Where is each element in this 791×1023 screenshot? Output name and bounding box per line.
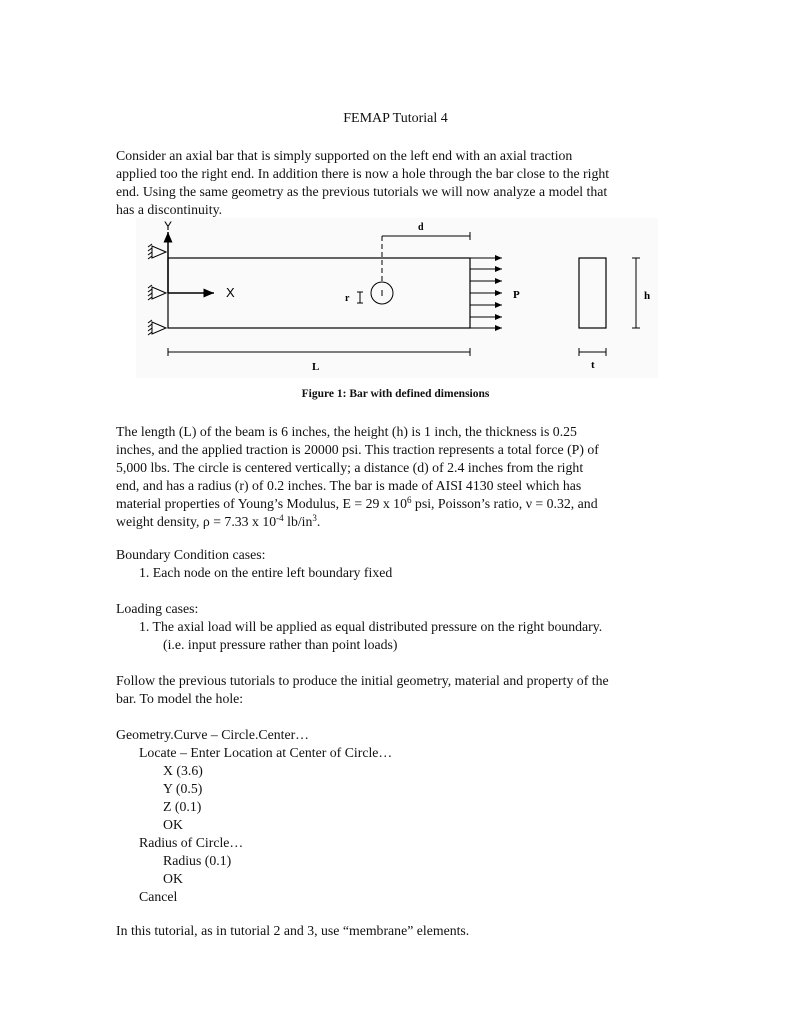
closing-paragraph xyxy=(116,922,676,940)
closing-line: In this tutorial, as in tutorial 2 and 3, use “membrane” elements. xyxy=(116,923,470,938)
intro-line: has a discontinuity. xyxy=(116,202,223,217)
boundary-heading: Boundary Condition cases: xyxy=(116,547,266,562)
force-label: P xyxy=(513,289,520,301)
follow-line: Follow the previous tutorials to produce the initial geometry, material and property of the xyxy=(116,673,609,688)
step-line: X (3.6) xyxy=(163,763,203,778)
step-line: Geometry.Curve – Circle.Center… xyxy=(116,727,309,742)
follow-line: bar. To model the hole: xyxy=(116,691,244,706)
step-line: Cancel xyxy=(139,889,178,904)
boundary-item: 1. Each node on the entire left boundary fixed xyxy=(139,565,393,580)
intro-paragraph xyxy=(116,147,676,219)
steps-list xyxy=(116,726,676,906)
step-line: Radius of Circle… xyxy=(139,835,244,850)
length-label: L xyxy=(312,361,320,373)
step-line: Y (0.5) xyxy=(163,781,203,796)
x-axis-label: X xyxy=(226,285,235,300)
follow-paragraph xyxy=(116,672,676,708)
step-line: Locate – Enter Location at Center of Circle… xyxy=(139,745,393,760)
side-view-rectangle xyxy=(579,258,606,328)
y-axis-label: Y xyxy=(164,219,173,233)
loading-section xyxy=(116,600,676,654)
support-symbol xyxy=(148,320,166,335)
intro-line: end. Using the same geometry as the previous tutorials we will now analyze a model that xyxy=(116,184,608,199)
description-line: 5,000 lbs. The circle is centered vertically; a distance (d) of 2.4 inches from the right xyxy=(116,460,584,475)
step-line: Z (0.1) xyxy=(163,799,202,814)
page-title: FEMAP Tutorial 4 xyxy=(343,111,448,126)
support-symbol xyxy=(148,285,166,300)
boundary-section xyxy=(116,546,676,582)
d-label: d xyxy=(418,222,424,233)
description-line: end, and has a radius (r) of 0.2 inches. The bar is made of AISI 4130 steel which has xyxy=(116,478,582,493)
description-line: material properties of Young’s Modulus, E = 29 x $10^6$ psi, Poisson’s ratio, ν = 0.32, and xyxy=(116,495,598,511)
description-line: The length (L) of the beam is 6 inches, the height (h) is 1 inch, the thickness is 0.25 xyxy=(116,424,577,439)
intro-line: Consider an axial bar that is simply supported on the left end with an axial traction xyxy=(116,148,573,163)
thickness-label: t xyxy=(591,359,595,371)
step-line: OK xyxy=(163,871,183,886)
description-paragraph xyxy=(116,423,676,531)
loading-item-continuation: (i.e. input pressure rather than point loads) xyxy=(163,637,398,652)
step-line: OK xyxy=(163,817,183,832)
traction-arrows xyxy=(470,258,502,328)
height-label: h xyxy=(644,290,651,302)
description-line: weight density, ρ = 7.33 x $10^{-4}$ $lb/in^3$. xyxy=(116,513,321,529)
support-symbol xyxy=(148,244,166,259)
step-line: Radius (0.1) xyxy=(163,853,232,868)
figure-caption: Figure 1: Bar with defined dimensions xyxy=(301,388,490,400)
loading-item: 1. The axial load will be applied as equal distributed pressure on the right boundary. xyxy=(139,619,603,634)
bar-figure xyxy=(136,218,658,378)
bar-diagram xyxy=(136,218,658,378)
loading-heading: Loading cases: xyxy=(116,601,199,616)
intro-line: applied too the right end. In addition there is now a hole through the bar close to the right xyxy=(116,166,610,181)
radius-label: r xyxy=(345,293,350,304)
description-line: inches, and the applied traction is 20000 psi. This traction represents a total force (P) of xyxy=(116,442,599,457)
